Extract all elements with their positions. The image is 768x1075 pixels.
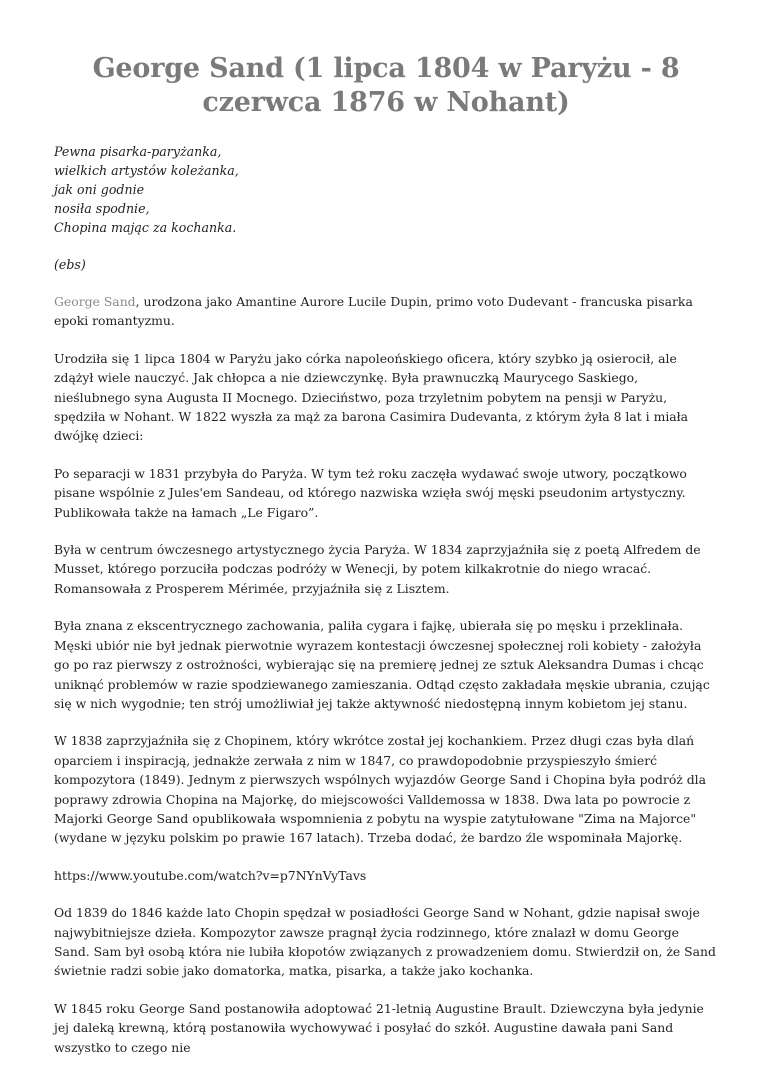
body-paragraph: Od 1839 do 1846 każde lato Chopin spędzał w posiadłości George Sand w Nohant, gdzie napisał swoje najwybitniejsze dzieła. Kompozytor zawsze pragnął życia rodzinnego, które znalazł w domu George Sand. Sam był osobą która nie lubiła kłopotów związanych z prowadzeniem domu. Stwierdził on, że Sand świetnie radzi sobie jako domatorka, matka, pisarka, a także jako kochanka. <box>54 905 716 979</box>
body-paragraph: Była w centrum ówczesnego artystycznego życia Paryża. W 1834 zaprzyjaźniła się z poetą Alfredem de Musset, którego porzuciła podczas podróży w Wenecji, by potem kilkakrotnie do niego wracać. Romansowała z Prosperem Mérimée, przyjaźniła się z Lisztem. <box>54 542 701 596</box>
intro-paragraph <box>54 292 718 331</box>
poem-line: Chopina mając za kochanka. <box>54 220 237 235</box>
body-paragraph: Po separacji w 1831 przybyła do Paryża. W tym też roku zaczęła wydawać swoje utwory, początkowo pisane wspólnie z Jules'em Sandeau, od którego nazwiska wzięła swój męski pseudonim artystyczny. Publikowała także na łamach „Le Figaro”. <box>54 465 687 520</box>
poem-line: Pewna pisarka-paryżanka, <box>54 144 222 159</box>
poem-line: wielkich artystów koleżanka, <box>54 163 239 178</box>
intro-text: , urodzona jako Amantine Aurore Lucile Dupin, primo voto Dudevant - francuska pisarka epoki romantyzmu. <box>54 294 693 329</box>
george-sand-link[interactable]: George Sand <box>54 294 136 309</box>
poem-line: jak oni godnie <box>54 182 145 197</box>
body-paragraph: W 1845 roku George Sand postanowiła adoptować 21-letnią Augustine Brault. Dziewczyna była jedynie jej daleką krewną, którą postanowiła wychowywać i posyłać do szkół. Augustine dawała pani Sand wszystko to czego nie <box>54 1000 704 1055</box>
body-paragraph: Urodziła się 1 lipca 1804 w Paryżu jako córka napoleońskiego oficera, który szybko ją osierocił, ale zdążył wiele nauczyć. Jak chłopca a nie dziewczynkę. Była prawnuczką Maurycego Saskiego, nieślubnego syna Augusta II Mocnego. Dzieciństwo, poza trzyletnim pobytem na pensji w Paryżu, spędziła w Nohant. W 1822 wyszła za mąż za barona Casimira Dudevanta, z którym żyła 8 lat i miała dwójkę dzieci: <box>54 350 689 444</box>
body-paragraph: Była znana z ekscentrycznego zachowania, paliła cygara i fajkę, ubierała się po męsku i przeklinała. Męski ubiór nie był jednak pierwotnie wyrazem kontestacji ówczesnej społecznej roli kobiety - założyła go po raz pierwszy z ostrożności, wybierając się na premierę jednej ze sztuk Aleksandra Dumas i chcąc uniknąć problemów w razie spodziewanego zamieszania. Odtąd często zakładała męskie ubrania, czując się w nich wygodnie; ten strój umożliwiał jej także aktywność niedostępną innym kobietom jej stanu. <box>54 618 710 711</box>
youtube-url-text: https://www.youtube.com/watch?v=p7NYnVyTavs <box>54 867 367 883</box>
body-paragraph: W 1838 zaprzyjaźniła się z Chopinem, który wkrótce został jej kochankiem. Przez długi czas była dlań oparciem i inspiracją, jednakże zerwała z nim w 1847, co prawdopodobnie przyspieszyło śmierć kompozytora (1849). Jednym z pierwszych wspólnych wyjazdów George Sand i Chopina była podróż dla poprawy zdrowia Chopina na Majorkę, do miejscowości Valldemossa w 1838. Dwa lata po powrocie z Majorki George Sand opublikowała wspomnienia z pobytu na wyspie zatytułowane "Zima na Majorce" (wydane w języku polskim po prawie 167 latach). Trzeba dodać, że bardzo źle wspominała Majorkę. <box>54 733 707 846</box>
poem-author: (ebs) <box>54 257 86 272</box>
page-title: George Sand (1 lipca 1804 w Paryżu - 8 czerwca 1876 w Nohant) <box>92 53 680 118</box>
document-page <box>54 52 718 1075</box>
poem-line: nosiła spodnie, <box>54 201 150 216</box>
poem <box>54 142 718 237</box>
